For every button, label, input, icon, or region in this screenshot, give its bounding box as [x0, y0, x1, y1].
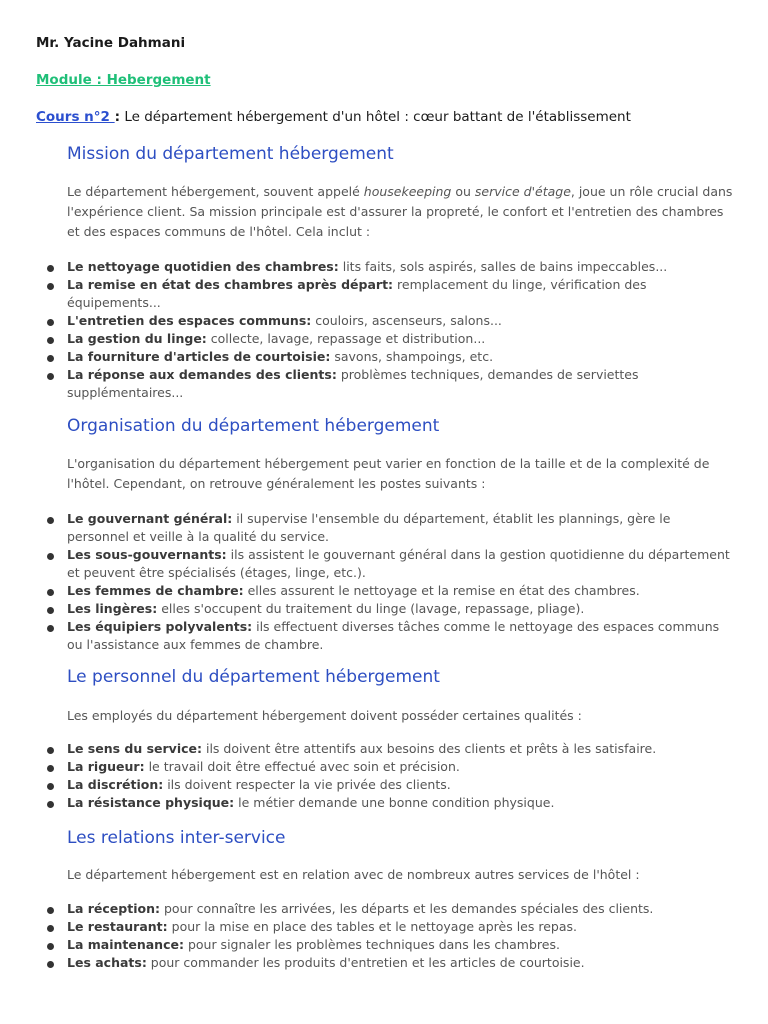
list-item	[0, 600, 768, 618]
item-text: pour la mise en place des tables et le nettoyage après les repas.	[167, 919, 577, 934]
item-text: pour signaler les problèmes techniques dans les chambres.	[183, 937, 560, 952]
bullet-icon	[47, 907, 54, 914]
course-number-link[interactable]: Cours n°2	[36, 109, 115, 125]
bullet-icon	[47, 801, 54, 808]
list-item	[0, 618, 768, 654]
item-term: La remise en état des chambres après départ:	[67, 277, 394, 292]
bullet-icon	[47, 765, 54, 772]
item-text: il supervise l'ensemble du département, établit les plannings, gère le personnel et veille à la qualité du service.	[67, 511, 671, 544]
organisation-list	[0, 510, 768, 654]
list-item	[0, 740, 768, 758]
item-term: La résistance physique:	[67, 795, 235, 810]
list-item	[0, 900, 768, 918]
personnel-list	[0, 740, 768, 812]
item-text: collecte, lavage, repassage et distribution...	[206, 331, 486, 346]
bullet-icon	[47, 553, 54, 560]
item-text: elles assurent le nettoyage et la remise en état des chambres.	[243, 583, 640, 598]
bullet-icon	[47, 517, 54, 524]
item-text: couloirs, ascenseurs, salons...	[311, 313, 502, 328]
item-text: problèmes techniques, demandes de serviettes supplémentaires...	[67, 367, 639, 400]
bullet-icon	[47, 589, 54, 596]
course-colon: :	[114, 109, 121, 125]
bullet-icon	[47, 319, 54, 326]
item-term: La gestion du linge:	[67, 331, 207, 346]
bullet-icon	[47, 355, 54, 362]
bullet-icon	[47, 337, 54, 344]
bullet-icon	[47, 265, 54, 272]
item-term: Les équipiers polyvalents:	[67, 619, 253, 634]
item-term: Les lingères:	[67, 601, 158, 616]
bullet-icon	[47, 961, 54, 968]
item-text: lits faits, sols aspirés, salles de bains impeccables...	[338, 259, 668, 274]
relations-list	[0, 900, 768, 972]
list-item	[0, 582, 768, 600]
mission-list	[0, 258, 768, 402]
item-text: ils effectuent diverses tâches comme le nettoyage des espaces communs ou l'assistance aux femmes de chambre.	[67, 619, 720, 652]
list-item	[0, 510, 768, 546]
intro-text: , joue un rôle crucial dans l'expérience client. Sa mission principale est d'assurer la propreté, le confort et l'entretien des chambres et des espaces communs de l'hôtel. Cela inclut :	[67, 184, 733, 239]
item-text: ils doivent respecter la vie privée des clients.	[163, 777, 451, 792]
item-text: ils assistent le gouvernant général dans la gestion quotidienne du département et peuvent être spécialisés (étages, linge, etc.).	[67, 547, 730, 580]
item-text: savons, shampoings, etc.	[330, 349, 494, 364]
section-title-relations: Les relations inter-service	[67, 828, 286, 848]
list-item	[0, 794, 768, 812]
section-intro-personnel: Les employés du département hébergement doivent posséder certaines qualités :	[67, 708, 582, 723]
section-intro-organisation: L'organisation du département hébergement peut varier en fonction de la taille et de la complexité de l'hôtel. Cependant, on retrouve généralement les postes suivants :	[67, 456, 710, 491]
item-term: L'entretien des espaces communs:	[67, 313, 312, 328]
section-intro-relations: Le département hébergement est en relation avec de nombreux autres services de l'hôtel :	[67, 867, 640, 882]
list-item	[0, 954, 768, 972]
list-item	[0, 546, 768, 582]
list-item	[0, 366, 768, 402]
course-title: Le département hébergement d'un hôtel : cœur battant de l'établissement	[120, 109, 631, 125]
bullet-icon	[47, 607, 54, 614]
item-term: Les sous-gouvernants:	[67, 547, 227, 562]
bullet-icon	[47, 625, 54, 632]
item-text: elles s'occupent du traitement du linge (lavage, repassage, pliage).	[157, 601, 585, 616]
section-intro-mission	[67, 182, 733, 242]
intro-text: Le département hébergement, souvent appelé	[67, 184, 364, 199]
list-item	[0, 918, 768, 936]
intro-emphasis: service d'étage	[474, 184, 571, 199]
list-item	[0, 758, 768, 776]
item-term: Les femmes de chambre:	[67, 583, 244, 598]
bullet-icon	[47, 747, 54, 754]
item-term: La rigueur:	[67, 759, 145, 774]
section-title-personnel: Le personnel du département hébergement	[67, 667, 440, 687]
item-term: Le sens du service:	[67, 741, 203, 756]
item-text: le travail doit être effectué avec soin et précision.	[144, 759, 460, 774]
item-term: Le nettoyage quotidien des chambres:	[67, 259, 339, 274]
list-item	[0, 258, 768, 276]
item-term: Le restaurant:	[67, 919, 168, 934]
item-term: La maintenance:	[67, 937, 184, 952]
item-term: La discrétion:	[67, 777, 164, 792]
bullet-icon	[47, 283, 54, 290]
bullet-icon	[47, 783, 54, 790]
list-item	[0, 936, 768, 954]
bullet-icon	[47, 373, 54, 380]
item-term: Les achats:	[67, 955, 147, 970]
section-title-organisation: Organisation du département hébergement	[67, 416, 440, 436]
intro-emphasis: housekeeping	[363, 184, 452, 199]
item-term: La fourniture d'articles de courtoisie:	[67, 349, 331, 364]
bullet-icon	[47, 925, 54, 932]
item-text: pour commander les produits d'entretien et les articles de courtoisie.	[146, 955, 585, 970]
list-item	[0, 348, 768, 366]
author-name: Mr. Yacine Dahmani	[36, 35, 186, 51]
course-heading	[36, 109, 631, 125]
item-text: le métier demande une bonne condition physique.	[234, 795, 555, 810]
item-term: Le gouvernant général:	[67, 511, 233, 526]
item-text: ils doivent être attentifs aux besoins des clients et prêts à les satisfaire.	[202, 741, 657, 756]
item-text: remplacement du linge, vérification des équipements...	[67, 277, 647, 310]
item-text: pour connaître les arrivées, les départs et les demandes spéciales des clients.	[159, 901, 654, 916]
intro-text: ou	[451, 184, 475, 199]
list-item	[0, 776, 768, 794]
item-term: La réponse aux demandes des clients:	[67, 367, 337, 382]
item-term: La réception:	[67, 901, 160, 916]
list-item	[0, 276, 768, 312]
list-item	[0, 330, 768, 348]
section-title-mission: Mission du département hébergement	[67, 144, 394, 164]
bullet-icon	[47, 943, 54, 950]
list-item	[0, 312, 768, 330]
module-link[interactable]: Module : Hebergement	[36, 72, 211, 88]
